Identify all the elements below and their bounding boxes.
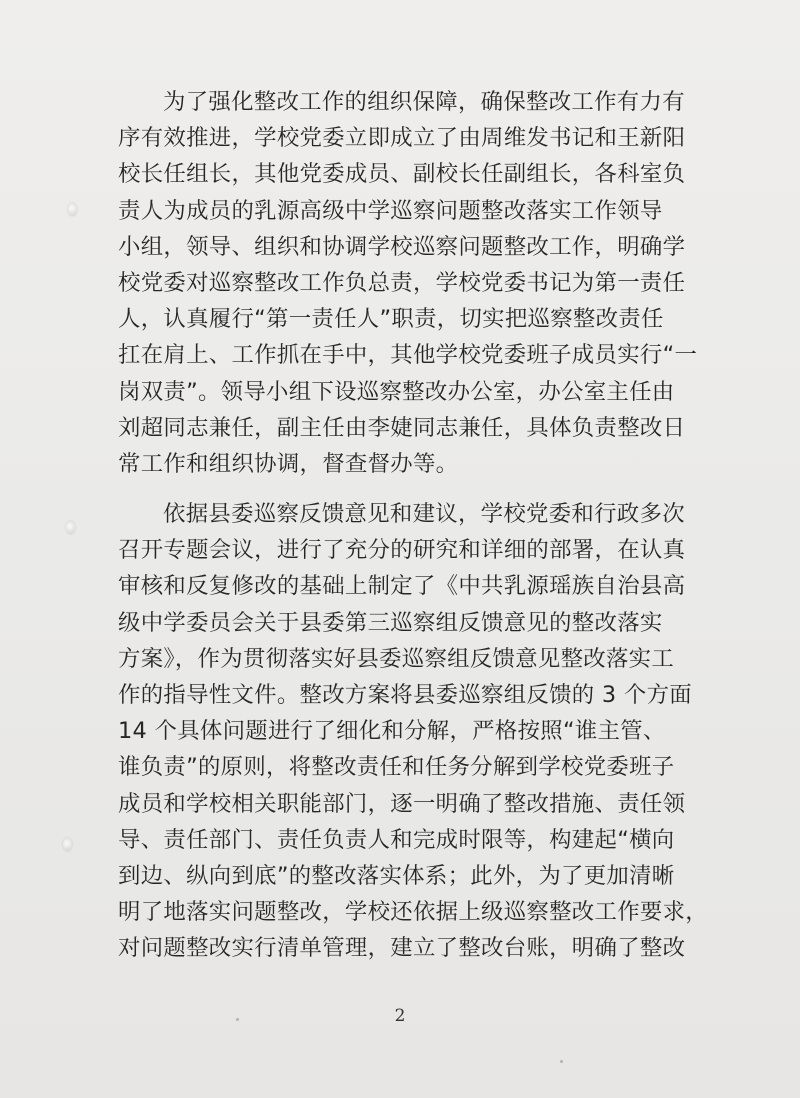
text-line: 审核和反复修改的基础上制定了《中共乳源瑶族自治县高	[118, 573, 686, 600]
punch-hole-mark	[66, 521, 75, 534]
document-body	[118, 84, 708, 967]
punch-hole-mark	[63, 838, 72, 851]
text-line: 级中学委员会关于县委第三巡察组反馈意见的整改落实	[118, 609, 663, 636]
text-line: 作的指导性文件。整改方案将县委巡察组反馈的 3 个方面	[118, 682, 692, 708]
text-line: 常工作和组织协调，督查督办等。	[118, 450, 459, 477]
paragraph-rectification-plan	[118, 496, 708, 966]
text-line: 依据县委巡察反馈意见和建议，学校党委和行政多次	[163, 501, 685, 528]
text-line: 为了强化整改工作的组织保障，确保整改工作有力有	[163, 89, 685, 115]
text-line: 校长任组长，其他党委成员、副校长任副组长，各科室负	[118, 161, 686, 188]
text-line: 成员和学校相关职能部门，逐一明确了整改措施、责任领	[118, 790, 686, 817]
text-line: 小组，领导、组织和协调学校巡察问题整改工作，明确学	[118, 233, 686, 260]
text-line: 召开专题会议，进行了充分的研究和详细的部署，在认真	[118, 537, 686, 564]
text-line: 扛在肩上、工作抓在手中，其他学校党委班子成员实行“一	[118, 342, 698, 369]
text-line: 明了地落实问题整改，学校还依据上级巡察整改工作要求，	[118, 899, 708, 926]
text-line: 岗双责”。领导小组下设巡察整改办公室，办公室主任由	[118, 378, 675, 405]
paragraph-organization	[118, 84, 698, 482]
text-line: 序有效推进，学校党委立即成立了由周维发书记和王新阳	[118, 125, 686, 152]
text-line: 导、责任部门、责任负责人和完成时限等，构建起“横向	[118, 826, 675, 853]
text-line: 方案》，作为贯彻落实好县委巡察组反馈意见整改落实工	[118, 645, 675, 672]
text-line: 14 个具体问题进行了细化和分解，严格按照“谁主管、	[118, 718, 666, 745]
scan-speck	[560, 1060, 563, 1063]
text-line: 对问题整改实行清单管理，建立了整改台账，明确了整改	[118, 935, 686, 962]
text-line: 谁负责”的原则，将整改责任和任务分解到学校党委班子	[118, 754, 675, 781]
punch-hole-mark	[68, 203, 77, 216]
text-line: 到边、纵向到底”的整改落实体系；此外，为了更加清晰	[118, 862, 675, 889]
text-line: 责人为成员的乳源高级中学巡察问题整改落实工作领导	[118, 197, 663, 224]
text-line: 人，认真履行“第一责任人”职责，切实把巡察整改责任	[118, 306, 664, 333]
text-line: 校党委对巡察整改工作负总责，学校党委书记为第一责任	[118, 269, 686, 296]
text-line: 刘超同志兼任，副主任由李婕同志兼任，具体负责整改日	[118, 414, 686, 441]
page-number: 2	[394, 1006, 406, 1026]
